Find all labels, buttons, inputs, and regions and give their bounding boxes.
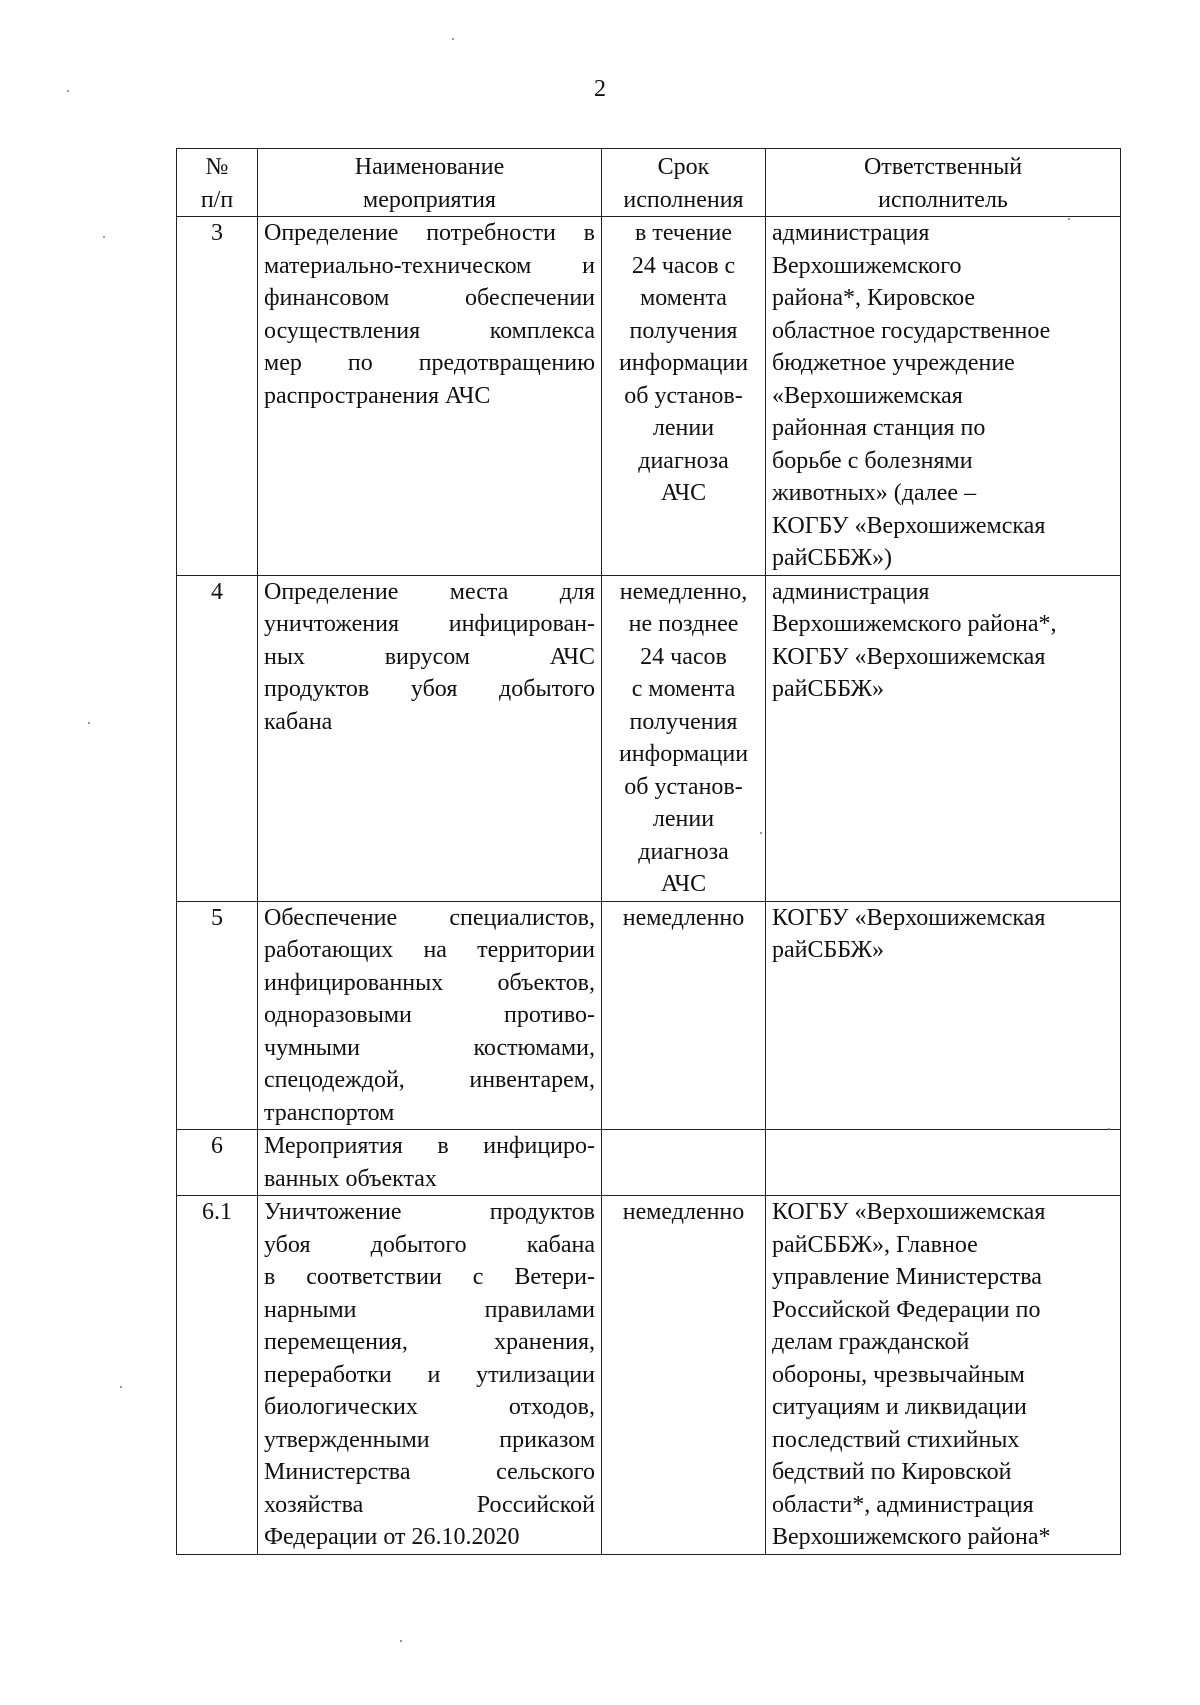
- table-row: [177, 901, 1121, 1130]
- cell-line: районная станция по: [772, 415, 986, 441]
- cell-line: АЧС: [660, 871, 707, 897]
- measures-table: [176, 148, 1121, 1555]
- header-line: Срок: [657, 154, 710, 180]
- cell-line: ситуациям и ликвидации: [772, 1394, 1027, 1420]
- cell-line: области*, администрация: [772, 1491, 1034, 1518]
- cell-line: уничтожения инфицирован-: [264, 611, 595, 637]
- cell-name: [258, 901, 602, 1130]
- scan-speck: [88, 722, 90, 724]
- cell-line: райСББЖ»: [772, 937, 884, 963]
- cell-name: [258, 217, 602, 576]
- cell-line: ванных объектах: [264, 1165, 437, 1192]
- cell-line: получения: [629, 317, 738, 344]
- header-line: исполнения: [623, 186, 744, 213]
- scan-speck: [400, 1640, 402, 1642]
- header-responsible: [766, 149, 1121, 217]
- header-line: Ответственный: [863, 154, 1023, 180]
- cell-line: района*, Кировское: [772, 285, 976, 311]
- cell-line: последствий стихийных: [772, 1426, 1020, 1453]
- cell-line: райСББЖ», Главное: [772, 1231, 978, 1258]
- cell-line: Уничтожение продуктов: [264, 1199, 595, 1225]
- cell-responsible: [766, 1130, 1121, 1196]
- cell-line: хозяйства Российской: [264, 1491, 595, 1518]
- cell-line: распространения АЧС: [264, 382, 491, 409]
- cell-line: КОГБУ «Верхошижемская: [772, 643, 1046, 670]
- cell-line: Верхошижемского района*,: [772, 611, 1057, 637]
- header-line: исполнитель: [878, 186, 1008, 213]
- cell-line: борьбе с болезнями: [772, 447, 973, 474]
- cell-line: областное государственное: [772, 317, 1051, 344]
- cell-line: АЧС: [660, 480, 707, 506]
- cell-line: немедленно: [622, 1199, 745, 1225]
- cell-line: спецодеждой, инвентарем,: [264, 1067, 595, 1093]
- cell-line: в соответствии с Ветери-: [264, 1264, 595, 1290]
- cell-line: райСББЖ»: [772, 676, 884, 702]
- page-number: 2: [594, 76, 606, 102]
- cell-line: немедленно: [622, 904, 745, 931]
- cell-line: управление Министерства: [772, 1264, 1042, 1290]
- cell-line: в течение: [635, 220, 732, 246]
- cell-line: «Верхошижемская: [772, 382, 963, 409]
- cell-line: Российской Федерации по: [772, 1296, 1041, 1323]
- cell-line: об установ-: [624, 382, 743, 409]
- cell-line: Верхошижемского района*: [772, 1524, 1051, 1550]
- cell-line: продуктов убоя добытого: [264, 676, 595, 702]
- cell-line: биологических отходов,: [264, 1394, 595, 1420]
- cell-line: информации: [618, 741, 749, 767]
- scan-speck: [760, 832, 762, 834]
- scan-speck: [1068, 218, 1070, 220]
- cell-line: не позднее: [628, 611, 739, 637]
- cell-number: 3: [177, 217, 258, 576]
- cell-line: райСББЖ»): [772, 545, 892, 571]
- cell-responsible: [766, 901, 1121, 1130]
- cell-line: Мероприятия в инфициро-: [264, 1133, 595, 1159]
- cell-line: Верхошижемского: [772, 252, 962, 279]
- cell-line: Министерства сельского: [264, 1459, 595, 1485]
- scan-speck: [103, 236, 105, 238]
- cell-number: 5: [177, 901, 258, 1130]
- cell-line: диагноза: [638, 838, 729, 865]
- scan-speck: [1108, 1128, 1110, 1130]
- cell-line: об установ-: [624, 773, 743, 800]
- cell-line: перемещения, хранения,: [264, 1329, 595, 1355]
- cell-line: утвержденными приказом: [264, 1426, 595, 1453]
- cell-line: переработки и утилизации: [264, 1361, 595, 1388]
- scan-speck: [452, 38, 454, 40]
- header-line: №: [205, 154, 229, 180]
- cell-line: диагноза: [638, 447, 729, 474]
- cell-responsible: [766, 1196, 1121, 1555]
- cell-line: получения: [629, 708, 738, 735]
- cell-line: инфицированных объектов,: [264, 969, 595, 996]
- cell-line: делам гражданской: [772, 1329, 970, 1355]
- cell-line: убоя добытого кабана: [264, 1231, 595, 1258]
- cell-number: 6: [177, 1130, 258, 1196]
- cell-line: КОГБУ «Верхошижемская: [772, 1199, 1046, 1225]
- cell-line: КОГБУ «Верхошижемская: [772, 512, 1046, 539]
- cell-term: [602, 1130, 766, 1196]
- cell-line: немедленно,: [619, 578, 748, 605]
- cell-line: информации: [618, 350, 749, 376]
- cell-line: Федерации от 26.10.2020: [264, 1524, 520, 1550]
- cell-line: нарными правилами: [264, 1296, 595, 1323]
- cell-term: [602, 901, 766, 1130]
- cell-line: животных» (далее –: [772, 480, 977, 506]
- cell-line: обороны, чрезвычайным: [772, 1361, 1025, 1388]
- cell-term: [602, 1196, 766, 1555]
- scan-speck: [67, 90, 69, 92]
- cell-line: бюджетное учреждение: [772, 350, 1015, 376]
- cell-line: чумными костюмами,: [264, 1034, 595, 1061]
- cell-responsible: [766, 217, 1121, 576]
- cell-line: 24 часов с: [631, 252, 736, 279]
- cell-line: с момента: [631, 676, 736, 702]
- header-line: п/п: [200, 186, 234, 213]
- cell-line: Обеспечение специалистов,: [264, 904, 595, 931]
- cell-responsible: [766, 575, 1121, 901]
- table-row: [177, 217, 1121, 576]
- table-header: [177, 149, 1121, 217]
- header-name: [258, 149, 602, 217]
- cell-name: [258, 1196, 602, 1555]
- cell-line: финансовом обеспечении: [264, 285, 595, 311]
- header-term: [602, 149, 766, 217]
- cell-name: [258, 575, 602, 901]
- cell-line: момента: [640, 285, 727, 311]
- table-body: [177, 217, 1121, 1555]
- cell-term: [602, 217, 766, 576]
- table-row: [177, 575, 1121, 901]
- cell-name: [258, 1130, 602, 1196]
- header-num: [177, 149, 258, 217]
- cell-term: [602, 575, 766, 901]
- cell-line: материально-техническом и: [264, 252, 595, 279]
- header-line: мероприятия: [363, 186, 496, 213]
- cell-line: транспортом: [264, 1099, 395, 1126]
- cell-line: лении: [652, 415, 715, 441]
- cell-line: администрация: [772, 578, 930, 605]
- scan-speck: [120, 1386, 122, 1388]
- header-line: Наименование: [354, 154, 505, 180]
- cell-line: кабана: [264, 708, 333, 735]
- cell-line: ных вирусом АЧС: [264, 643, 595, 670]
- cell-number: 4: [177, 575, 258, 901]
- table-row: [177, 1196, 1121, 1555]
- cell-line: Определение потребности в: [264, 220, 595, 246]
- cell-line: работающих на территории: [264, 937, 595, 963]
- cell-line: осуществления комплекса: [264, 317, 595, 344]
- cell-line: Определение места для: [264, 578, 595, 605]
- table-row: [177, 1130, 1121, 1196]
- cell-number: 6.1: [177, 1196, 258, 1555]
- cell-line: бедствий по Кировской: [772, 1459, 1012, 1485]
- cell-line: мер по предотвращению: [264, 350, 595, 376]
- cell-line: администрация: [772, 220, 930, 246]
- header-row: [177, 149, 1121, 217]
- cell-line: 24 часов: [640, 643, 727, 670]
- cell-line: КОГБУ «Верхошижемская: [772, 904, 1046, 931]
- cell-line: одноразовыми противо-: [264, 1002, 595, 1028]
- cell-line: лении: [652, 806, 715, 832]
